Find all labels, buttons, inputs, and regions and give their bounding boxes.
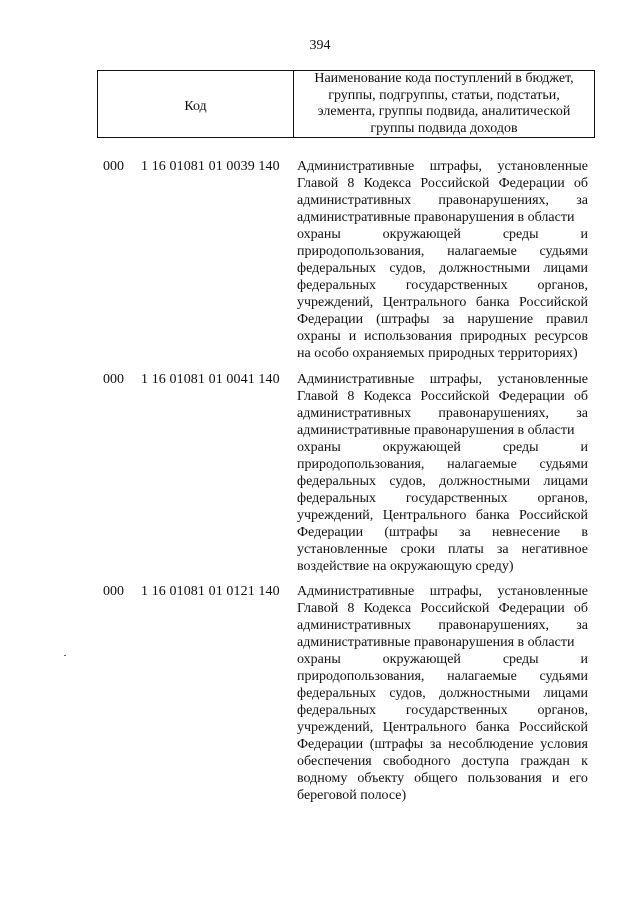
description-line: федеральных судов, должностными лицами xyxy=(297,474,588,489)
table-header xyxy=(97,70,595,138)
description-line: административных правонарушениях, за xyxy=(297,618,588,633)
revenue-code: 1 16 01081 01 0121 140 xyxy=(141,584,280,599)
description-line: учреждений, Центрального банка Российской xyxy=(297,295,588,310)
header-name-line: группы подвида доходов xyxy=(370,120,518,136)
description-line: федеральных государственных органов, xyxy=(297,491,588,506)
description-line: водному объекту общего пользования и его xyxy=(297,771,588,786)
description-line: Административные штрафы, установленные xyxy=(297,584,588,599)
description-line: Административные штрафы, установленные xyxy=(297,159,588,174)
description-line: охраны окружающей среды и xyxy=(297,652,588,667)
description-line: Федерации (штрафы за несоблюдение условия xyxy=(297,737,588,752)
description-line: на особо охраняемых природных территориях) xyxy=(297,346,578,361)
description-line: учреждений, Центрального банка Российской xyxy=(297,508,588,523)
description-line: Административные штрафы, установленные xyxy=(297,372,588,387)
scan-speck xyxy=(64,655,66,656)
revenue-description xyxy=(297,158,588,362)
description-line: административных правонарушениях, за xyxy=(297,406,588,421)
admin-code: 000 xyxy=(103,159,124,174)
admin-code: 000 xyxy=(103,584,124,599)
description-line: охраны и использования природных ресурсов xyxy=(297,329,588,344)
description-line: административных правонарушениях, за xyxy=(297,193,588,208)
revenue-description xyxy=(297,371,588,575)
description-line: природопользования, налагаемые судьями xyxy=(297,669,588,684)
header-code-cell: Код xyxy=(98,71,294,137)
revenue-code: 1 16 01081 01 0041 140 xyxy=(141,372,280,387)
description-line: установленные сроки платы за негативное xyxy=(297,542,588,557)
description-line: обеспечения свободного доступа граждан к xyxy=(297,754,588,769)
description-line: федеральных государственных органов, xyxy=(297,278,588,293)
description-line: природопользования, налагаемые судьями xyxy=(297,244,588,259)
description-line: административные правонарушения в области xyxy=(297,210,575,225)
description-line: учреждений, Центрального банка Российской xyxy=(297,720,588,735)
page-number: 394 xyxy=(309,38,331,53)
description-line: Главой 8 Кодекса Российской Федерации об xyxy=(297,601,588,616)
description-line: природопользования, налагаемые судьями xyxy=(297,457,588,472)
header-name-cell xyxy=(294,71,594,137)
description-line: административные правонарушения в области xyxy=(297,423,575,438)
header-name-line: группы, подгруппы, статьи, подстатьи, xyxy=(328,87,560,103)
description-line: федеральных государственных органов, xyxy=(297,703,588,718)
description-line: Главой 8 Кодекса Российской Федерации об xyxy=(297,176,588,191)
description-line: охраны окружающей среды и xyxy=(297,227,588,242)
header-name-line: Наименование кода поступлений в бюджет, xyxy=(314,71,574,86)
description-line: береговой полосе) xyxy=(297,788,407,803)
description-line: Федерации (штрафы за нарушение правил xyxy=(297,312,588,327)
description-line: федеральных судов, должностными лицами xyxy=(297,261,588,276)
revenue-code: 1 16 01081 01 0039 140 xyxy=(141,159,280,174)
description-line: административные правонарушения в области xyxy=(297,635,575,650)
admin-code: 000 xyxy=(103,372,124,387)
description-line: Федерации (штрафы за невнесение в xyxy=(297,525,588,540)
revenue-description xyxy=(297,583,588,804)
header-name-line: элемента, группы подвида, аналитической xyxy=(317,104,571,119)
description-line: воздействие на окружающую среду) xyxy=(297,559,514,574)
description-line: охраны окружающей среды и xyxy=(297,440,588,455)
description-line: Главой 8 Кодекса Российской Федерации об xyxy=(297,389,588,404)
description-line: федеральных судов, должностными лицами xyxy=(297,686,588,701)
